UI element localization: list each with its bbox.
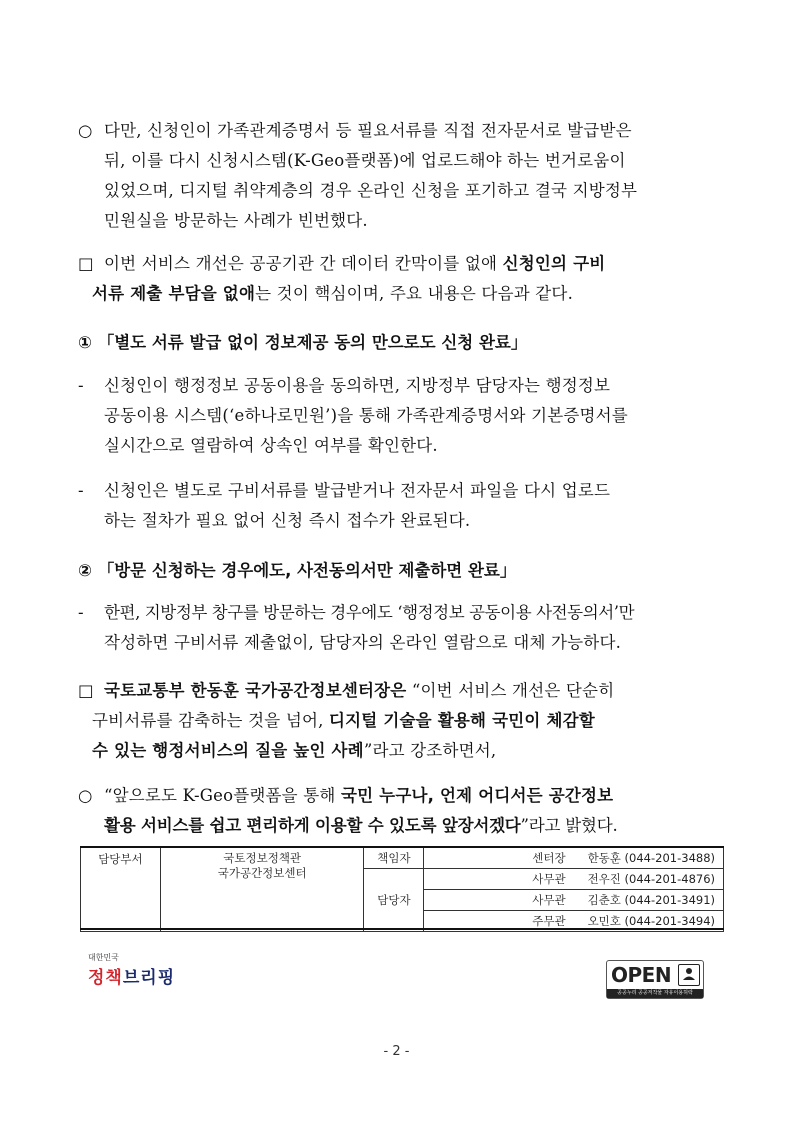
table-bottom-rule [80, 928, 724, 930]
logo-subtitle: 대한민국 [88, 953, 119, 962]
table-row [81, 847, 724, 869]
open-wordmark: OPEN [611, 963, 672, 987]
page-number: - 2 - [383, 1044, 410, 1059]
circle-bullet: ○ [78, 786, 93, 805]
text-run: “앞으로도 K-Geo플랫폼을 통해 [104, 786, 341, 805]
square-bullet: □ [78, 254, 94, 273]
bold-text: 디지털 기술을 활용해 국민이 체감할 [329, 711, 595, 730]
text-line: 신청인이 행정정보 공동이용을 동의하면, 지방정부 담당자는 행정정보 [104, 376, 611, 395]
text-line [78, 736, 724, 766]
contact-title: 주무관 [532, 914, 566, 928]
bold-text: 국토교통부 한동훈 국가공간정보센터장은 [104, 681, 407, 700]
text-line: 뒤, 이를 다시 신청시스템(K-Geo플랫폼)에 업로드해야 하는 번거로움이 [104, 151, 626, 170]
contact-title: 센터장 [532, 851, 566, 865]
text-line [78, 811, 724, 841]
bold-text: 신청인의 구비 [502, 254, 606, 273]
text-line [78, 249, 724, 279]
paragraph-overview [78, 249, 724, 309]
person-icon [678, 964, 700, 986]
contact-name: 한동훈 (044-201-3488) [587, 851, 715, 865]
text-run: ”라고 강조하면서, [363, 741, 497, 760]
kogl-open-logo [606, 960, 704, 999]
text-run: 는 것이 핵심이며, 주요 내용은 다음과 같다. [255, 284, 574, 303]
bold-text: 서류 제출 부담을 없애 [92, 284, 256, 303]
contact-title: 사무관 [532, 872, 566, 886]
bold-text: 국민 누구나, 언제 어디서든 공간정보 [340, 786, 614, 805]
paragraph-detail-3 [78, 598, 724, 658]
contact-name: 전우진 (044-201-4876) [587, 872, 715, 886]
text-run: 구비서류를 감축하는 것을 넘어, [92, 711, 330, 730]
bold-text: 수 있는 행정서비스의 질을 높인 사례 [92, 741, 364, 760]
text-line [78, 706, 724, 736]
responsible-label: 책임자 [364, 847, 424, 869]
text-line: 신청인은 별도로 구비서류를 발급받거나 전자문서 파일을 다시 업로드 [104, 481, 611, 500]
square-bullet: □ [78, 681, 94, 700]
text-line [78, 676, 724, 706]
contact-name: 오민호 (044-201-3494) [587, 914, 715, 928]
dash-bullet: - [78, 481, 84, 500]
section-heading-1: ① 「별도 서류 발급 없이 정보제공 동의 만으로도 신청 완료」 [78, 333, 528, 352]
contact-table [80, 846, 724, 932]
text-run: 이번 서비스 개선은 공공기관 간 데이터 칸막이를 없애 [104, 254, 503, 273]
paragraph-detail-1 [78, 371, 724, 461]
contact-cell [424, 847, 724, 869]
section-heading-2: ② 「방문 신청하는 경우에도, 사전동의서만 제출하면 완료」 [78, 561, 517, 580]
dept-name [160, 847, 364, 932]
dept-name-line: 국가공간정보센터 [217, 866, 307, 880]
paragraph-background [78, 116, 724, 236]
text-line [78, 781, 724, 811]
circle-bullet: ○ [78, 121, 93, 140]
staff-label: 담당자 [364, 869, 424, 932]
contact-title: 사무관 [532, 893, 566, 907]
text-line: 한편, 지방정부 창구를 방문하는 경우에도 ‘행정정보 공동이용 사전동의서’만 [104, 603, 635, 622]
paragraph-quote [78, 676, 724, 766]
text-line: 공동이용 시스템(‘e하나로민원’)을 통해 가족관계증명서와 기본증명서를 [104, 406, 628, 425]
text-line [78, 279, 724, 309]
license-strip: 공공누리 공공저작물 자유이용허락 [607, 989, 703, 998]
logo-wordmark [88, 963, 214, 988]
contact-cell [424, 890, 724, 911]
dept-label: 담당부서 [81, 847, 161, 932]
logo-wordmark-part: 정책 [88, 968, 123, 988]
text-run: ”라고 밝혔다. [520, 816, 618, 835]
dash-bullet: - [78, 603, 84, 622]
bold-text: 활용 서비스를 쉽고 편리하게 이용할 수 있도록 앞장서겠다 [104, 816, 521, 835]
dash-bullet: - [78, 376, 84, 395]
contact-cell [424, 869, 724, 890]
text-line: 민원실을 방문하는 사례가 빈번했다. [104, 211, 368, 230]
contact-name: 김춘호 (044-201-3491) [587, 893, 715, 907]
text-line: 하는 절차가 필요 없어 신청 즉시 접수가 완료된다. [104, 511, 471, 530]
text-line: 작성하면 구비서류 제출없이, 담당자의 온라인 열람으로 대체 가능하다. [104, 633, 622, 652]
text-line: 실시간으로 열람하여 상속인 여부를 확인한다. [104, 436, 438, 455]
paragraph-closing [78, 781, 724, 841]
text-line: 있었으며, 디지털 취약계층의 경우 온라인 신청을 포기하고 결국 지방정부 [104, 181, 638, 200]
text-line: 다만, 신청인이 가족관계증명서 등 필요서류를 직접 전자문서로 발급받은 [104, 121, 632, 140]
logo-wordmark-part: 브리핑 [122, 968, 176, 988]
policy-briefing-logo [88, 952, 214, 992]
text-run: “이번 서비스 개선은 단순히 [406, 681, 615, 700]
dept-name-line: 국토정보정책관 [223, 851, 302, 865]
paragraph-detail-2 [78, 476, 724, 536]
